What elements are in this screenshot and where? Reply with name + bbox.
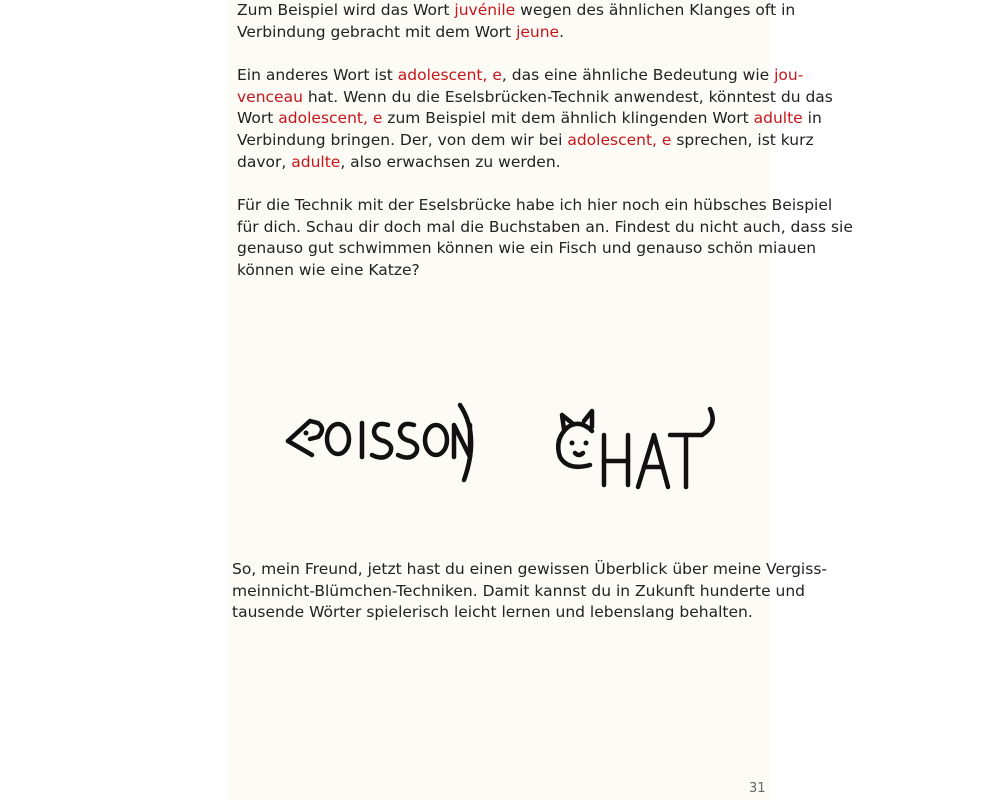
chat-cat-illustration: [550, 405, 720, 495]
paragraph-juvenile: [237, 0, 796, 43]
text-line: Für die Technik mit der Eselsbrücke habe ich hier noch ein hübsches Beispiel: [237, 196, 833, 214]
paragraph-eselsbruecke: [237, 195, 853, 282]
text-line: können wie eine Katze?: [237, 261, 420, 280]
text-line: Verbindung bringen. Der, von dem wir bei adolescent, e sprechen, ist kurz: [237, 131, 814, 150]
poisson-fish-illustration: [280, 385, 480, 485]
text-line: Zum Beispiel wird das Wort juvénile wegen des ähnlichen Klanges oft in: [237, 1, 796, 19]
text-line: Ein anderes Wort ist adolescent, e, das eine ähnliche Bedeutung wie jou-: [237, 66, 804, 84]
french-word: adolescent, e: [397, 66, 502, 84]
text-line: So, mein Freund, jetzt hast du einen gewissen Überblick über meine Vergiss-: [232, 560, 827, 578]
text-line: Verbindung gebracht mit dem Wort jeune.: [237, 22, 565, 41]
french-word: adulte: [291, 152, 341, 171]
french-word: adolescent, e: [278, 109, 383, 128]
text-line: meinnicht-Blümchen-Techniken. Damit kannst du in Zukunft hunderte und: [232, 581, 806, 600]
text-line: für dich. Schau dir doch mal die Buchstaben an. Findest du nicht auch, dass sie: [237, 217, 853, 236]
french-word: adulte: [753, 109, 803, 128]
text-line: davor, adulte, also erwachsen zu werden.: [237, 152, 561, 171]
french-word: venceau: [237, 87, 303, 106]
text-line: tausende Wörter spielerisch leicht lernen und lebenslang behalten.: [232, 603, 753, 622]
french-word: juvénile: [454, 1, 516, 19]
text-line: Wort adolescent, e zum Beispiel mit dem ähnlich klingenden Wort adulte in: [237, 109, 822, 128]
text-line: venceau hat. Wenn du die Eselsbrücken-Technik anwendest, könntest du das: [237, 87, 833, 106]
page-number: 31: [749, 781, 766, 796]
paragraph-adolescent: [237, 65, 833, 174]
text-line: genauso gut schwimmen können wie ein Fisch und genauso schön miauen: [237, 239, 817, 258]
paragraph-fazit: [232, 559, 827, 624]
french-word: adolescent, e: [567, 131, 672, 150]
french-word: jou-: [774, 66, 804, 84]
french-word: jeune: [516, 22, 560, 41]
